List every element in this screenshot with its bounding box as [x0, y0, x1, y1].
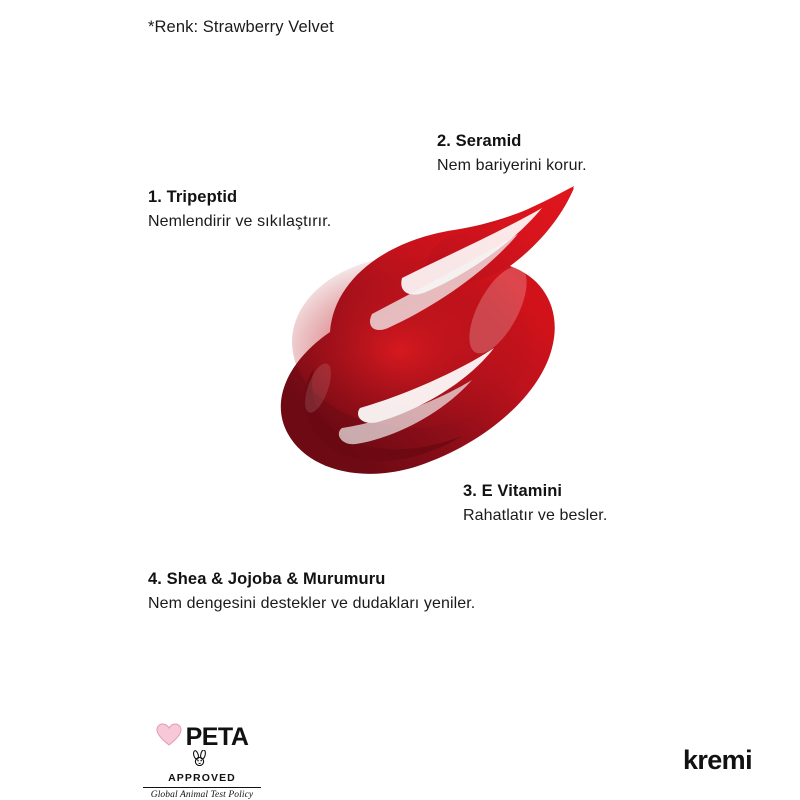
annotation-1 [148, 188, 331, 232]
annotation-4-desc: Nem dengesini destekler ve dudakları yeniler. [148, 595, 476, 612]
annotation-2 [437, 132, 587, 176]
peta-divider [143, 787, 261, 788]
annotation-1-title: 1. Tripeptid [148, 188, 238, 206]
bunny-icon [142, 750, 262, 771]
annotation-2-desc: Nem bariyerini korur. [437, 157, 587, 174]
annotation-4-title: 4. Shea & Jojoba & Murumuru [148, 570, 386, 588]
peta-approved-badge [142, 722, 262, 800]
peta-heart-icon [156, 723, 182, 752]
peta-wordmark: PETA [185, 722, 249, 751]
peta-policy-text: Global Animal Test Policy [150, 790, 254, 800]
peta-approved-text: APPROVED [168, 772, 236, 784]
brand-logo: kremi [682, 745, 752, 775]
peta-logo-row [142, 722, 262, 752]
annotation-3-desc: Rahatlatır ve besler. [463, 507, 608, 524]
annotation-1-desc: Nemlendirir ve sıkılaştırır. [148, 213, 332, 230]
annotation-2-title: 2. Seramid [437, 132, 522, 150]
annotation-3-title: 3. E Vitamini [463, 482, 563, 500]
annotation-4 [148, 570, 475, 614]
annotation-3 [463, 482, 607, 526]
color-note: *Renk: Strawberry Velvet [148, 18, 334, 36]
